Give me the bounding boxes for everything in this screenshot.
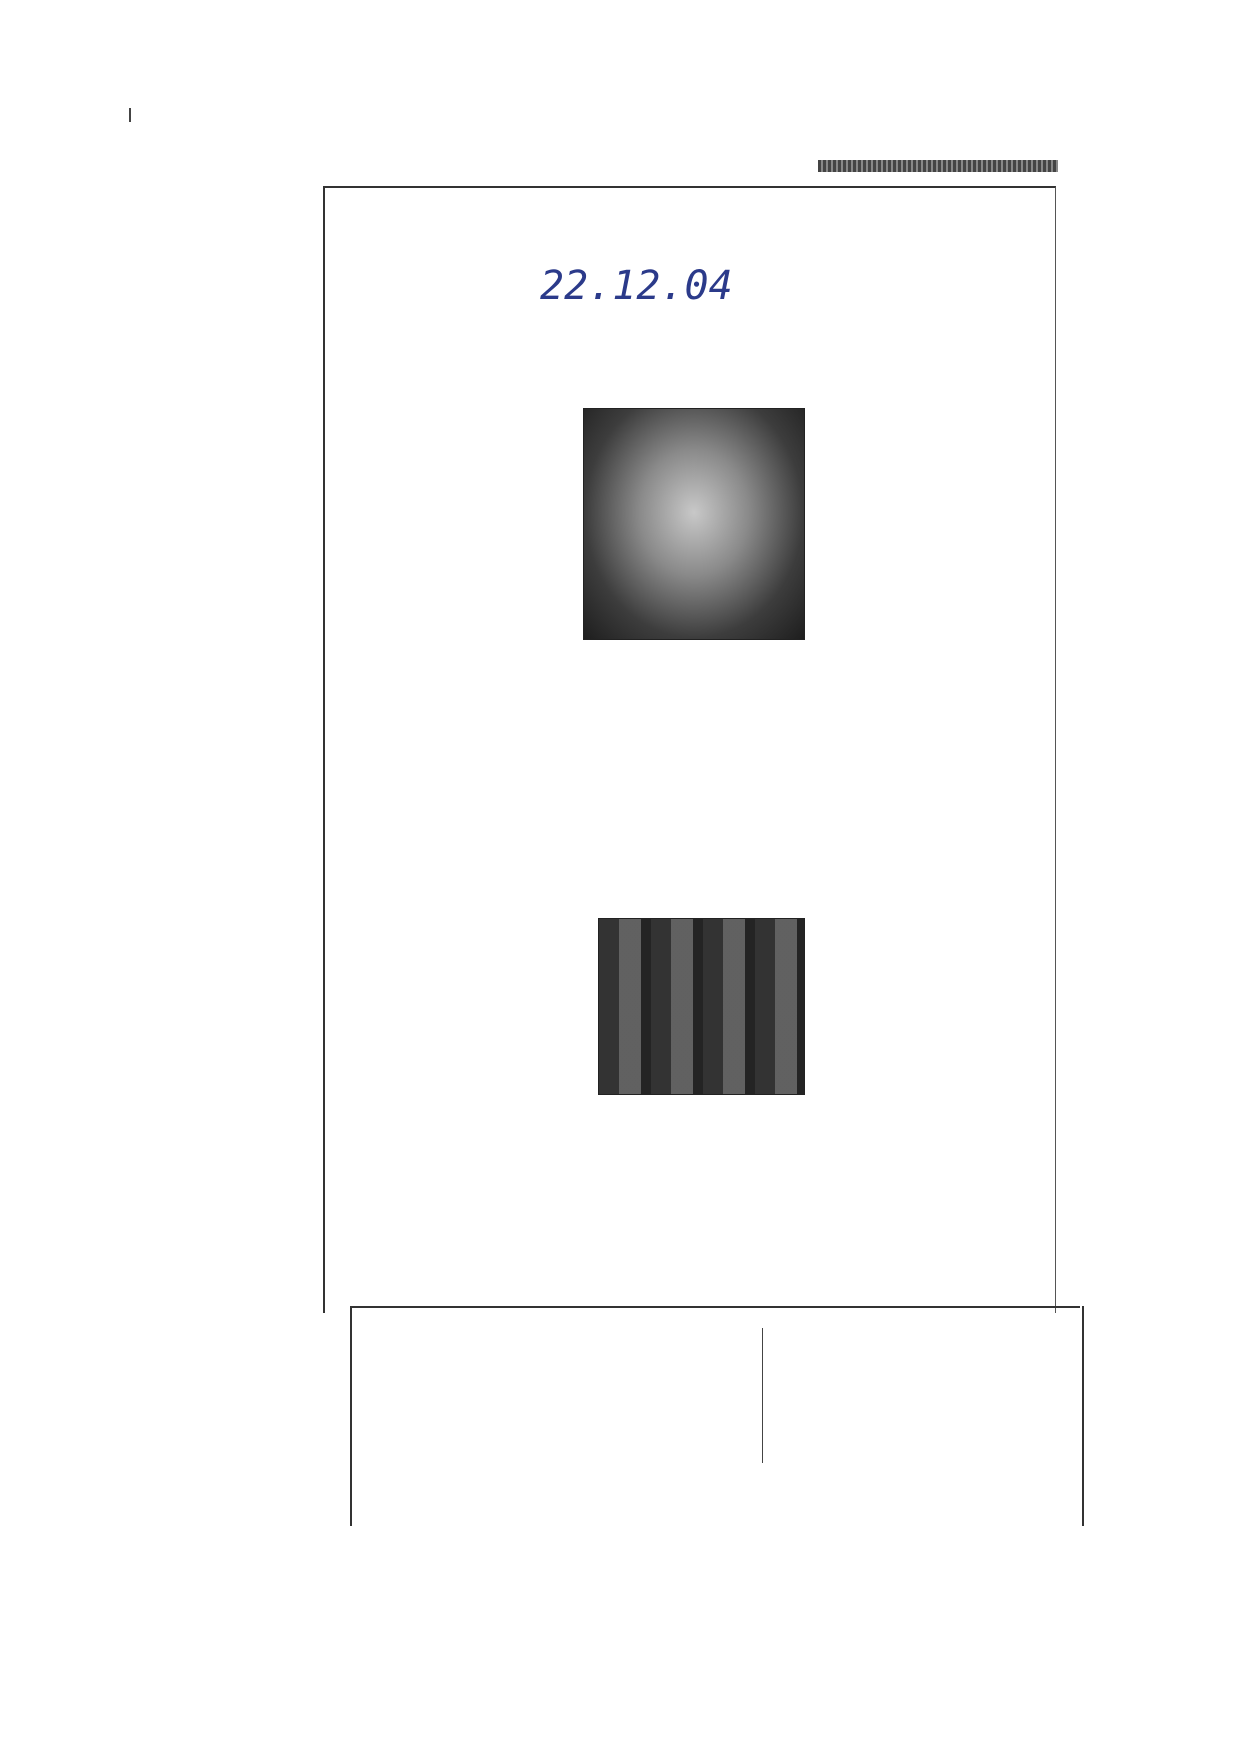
article-column-1 (330, 300, 558, 1290)
masthead-rule (818, 160, 1058, 172)
handwritten-date: 22.12.04 (540, 263, 733, 309)
author-city (930, 1248, 1070, 1278)
joke-dialogue-left (360, 1320, 660, 1525)
scan-mark (129, 108, 131, 122)
worn-teeth-closeup-photo (598, 918, 805, 1095)
article-column-3 (820, 300, 1048, 1260)
joke-dialogue-right (780, 1320, 1080, 1490)
joke-contributor (900, 1430, 1070, 1460)
child-teeth-photo (583, 408, 805, 640)
author-signature (930, 1218, 1110, 1248)
jokes-section-title (662, 1328, 763, 1463)
